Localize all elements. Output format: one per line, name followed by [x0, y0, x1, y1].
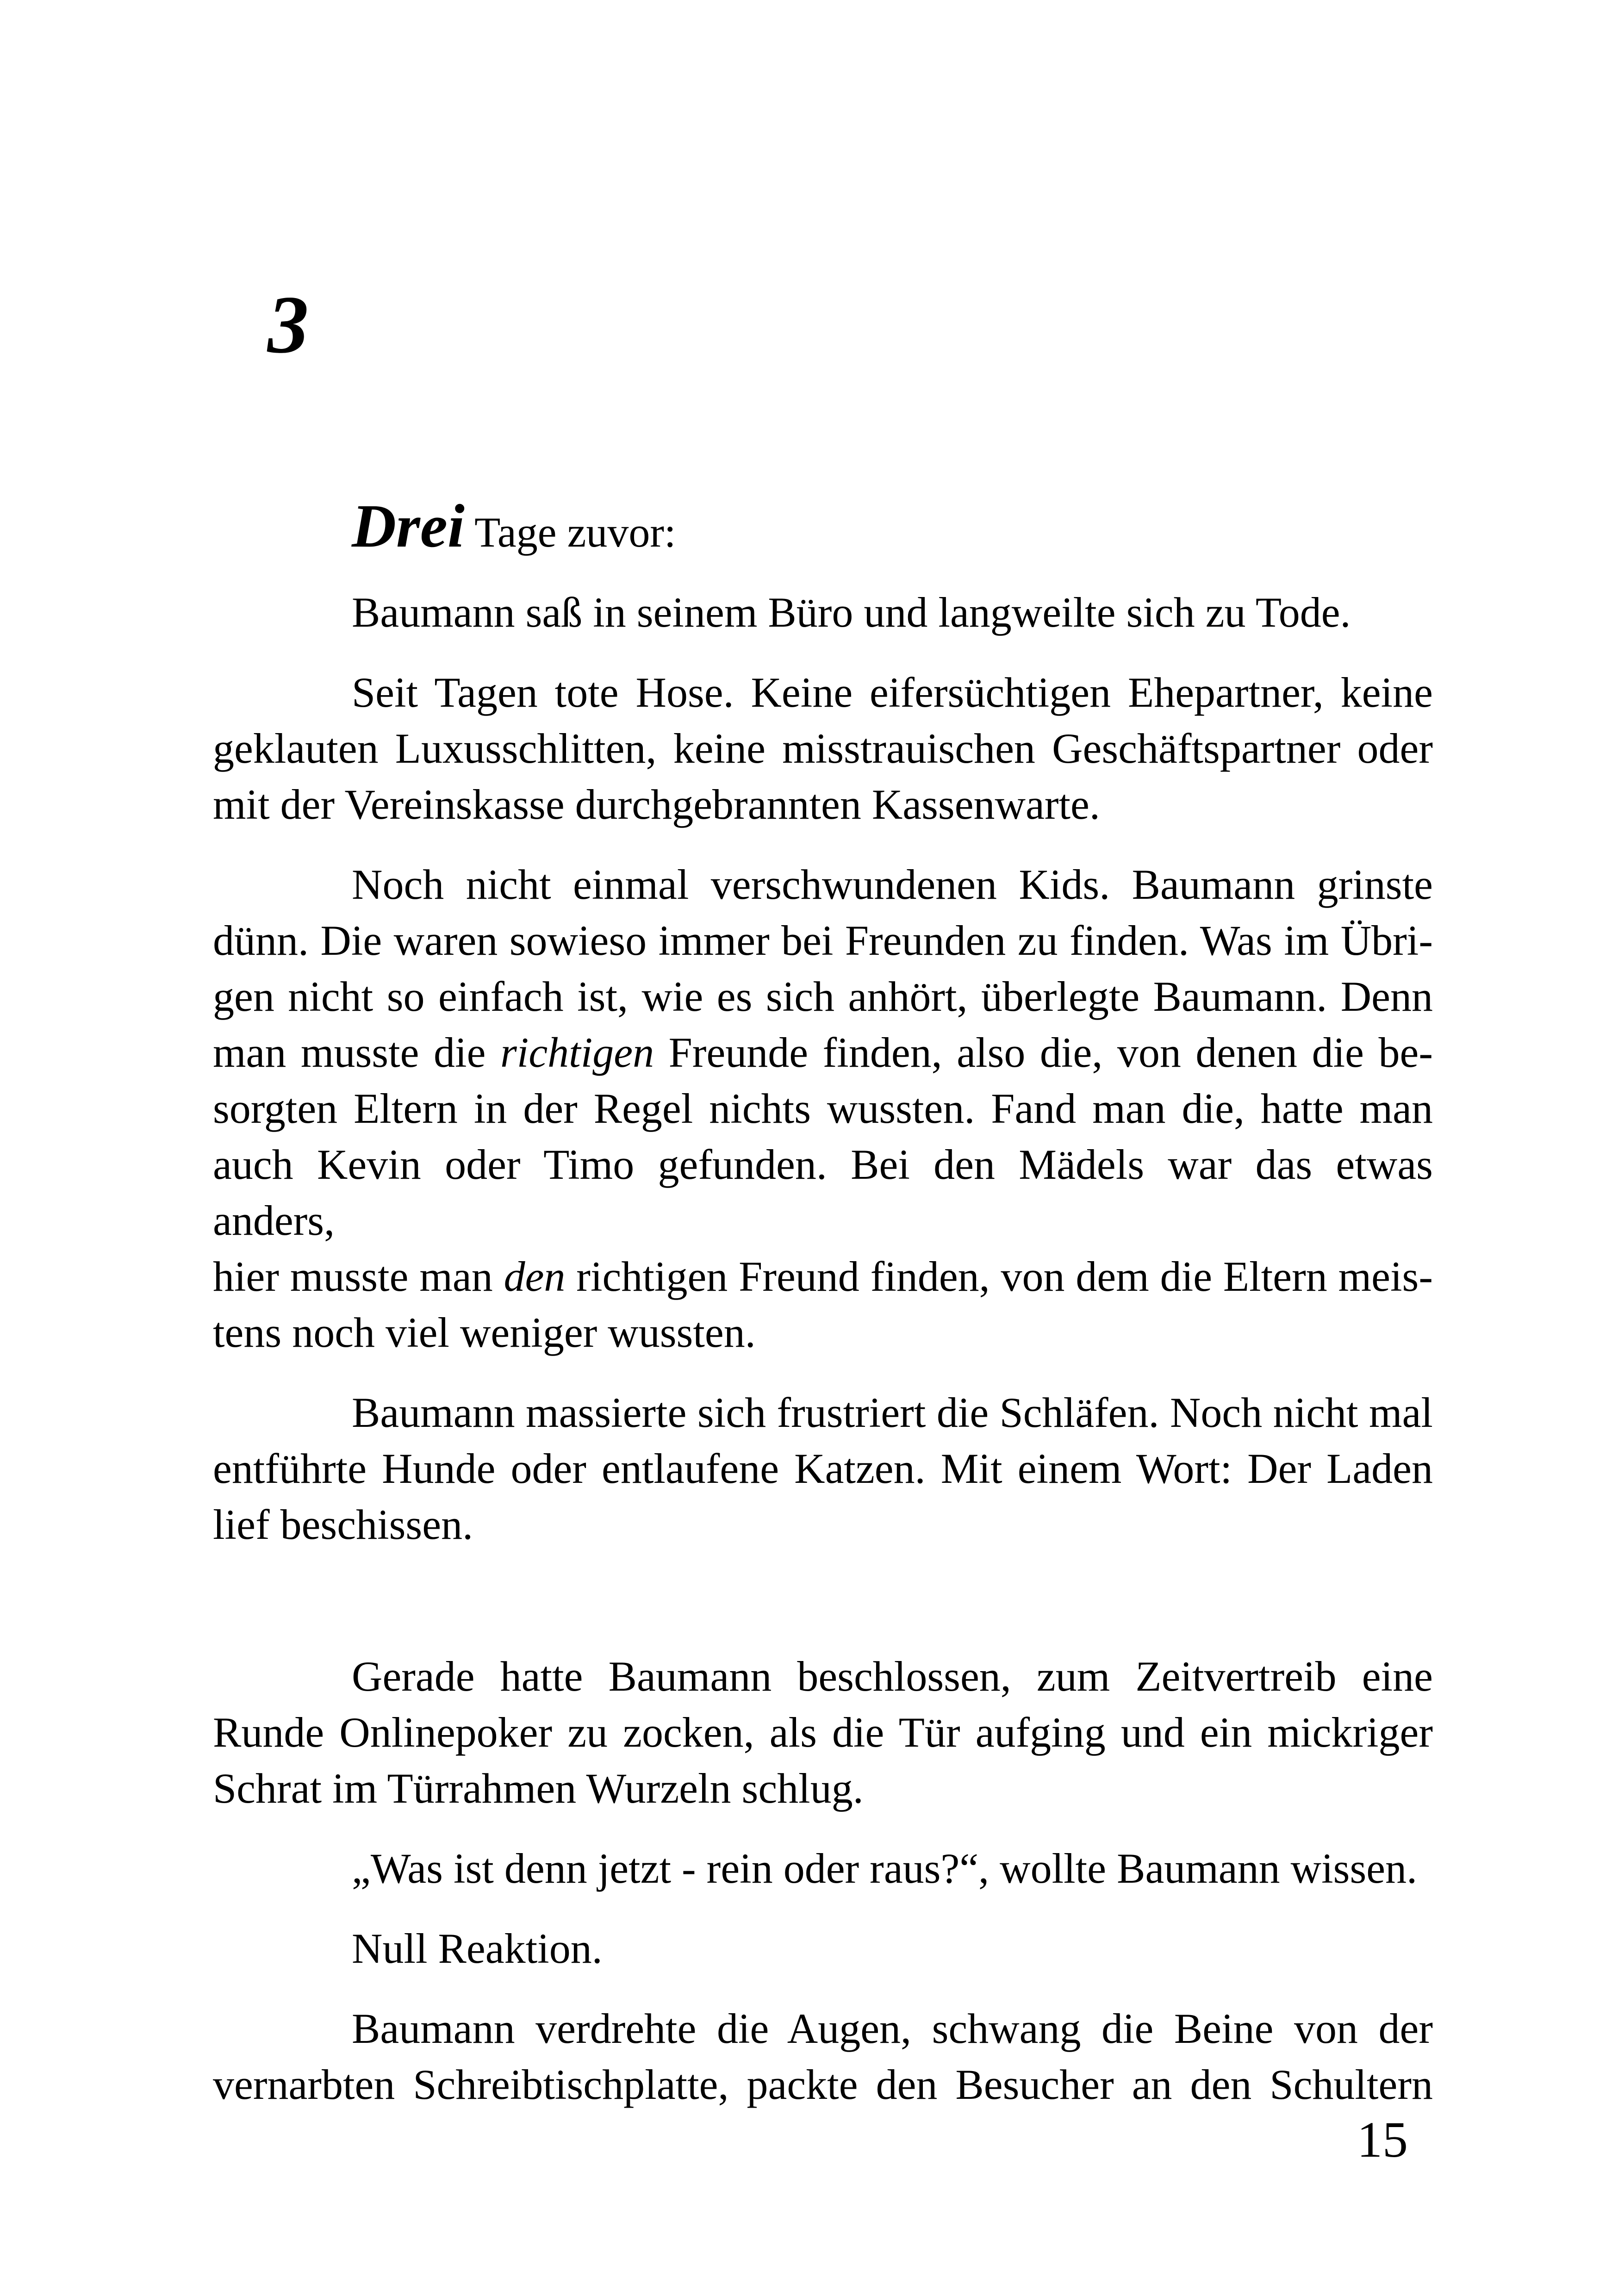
chapter-number: 3 [268, 279, 309, 370]
text-line: „Was ist denn jetzt - rein oder raus?“, wollte Baumann wissen. [352, 1845, 1418, 1892]
paragraph-4 [213, 1385, 1433, 1553]
text-line: Runde Onlinepoker zu zocken, als die Tür aufging und ein mickriger [213, 1709, 1433, 1756]
text-line: Baumann saß in seinem Büro und langweilte sich zu Tode. [352, 589, 1351, 636]
text-line: hier musste man den richtigen Freund finden, von dem die Eltern meis- [213, 1253, 1433, 1300]
text-line: auch Kevin oder Timo gefunden. Bei den Mädels war das etwas anders, [213, 1141, 1433, 1244]
text-line: dünn. Die waren sowieso immer bei Freunden zu finden. Was im Übri- [213, 917, 1433, 964]
scene-break [213, 1577, 1433, 1649]
lead-paragraph [213, 492, 1433, 560]
text-line: tens noch viel weniger wussten. [213, 1309, 756, 1356]
text-line: Baumann verdrehte die Augen, schwang die Beine von der [352, 2005, 1433, 2052]
paragraph-8 [213, 2001, 1433, 2113]
text-line: Null Reaktion. [352, 1925, 603, 1972]
text-line: Noch nicht einmal verschwundenen Kids. Baumann grinste [352, 861, 1433, 908]
lead-text: Tage zuvor: [464, 509, 676, 556]
emphasized-word: richtigen [500, 1029, 654, 1076]
text-line: sorgten Eltern in der Regel nichts wussten. Fand man die, hatte man [213, 1085, 1433, 1132]
emphasized-word: den [504, 1253, 566, 1300]
text-line: man musste die richtigen Freunde finden, also die, von denen die be- [213, 1029, 1433, 1076]
text-line: vernarbten Schreibtischplatte, packte den Besucher an den Schultern [213, 2061, 1433, 2108]
paragraph-1 [213, 585, 1433, 641]
lead-word: Drei [352, 492, 465, 560]
text-block [213, 279, 1433, 2137]
text-line: Schrat im Türrahmen Wurzeln schlug. [213, 1765, 864, 1812]
text-line: mit der Vereinskasse durchgebrannten Kassenwarte. [213, 781, 1100, 828]
paragraph-5 [213, 1649, 1433, 1817]
page-number: 15 [1357, 2111, 1408, 2168]
text-line: Seit Tagen tote Hose. Keine eifersüchtigen Ehepartner, keine [352, 669, 1433, 716]
paragraph-6 [213, 1841, 1433, 1897]
paragraph-3 [213, 857, 1433, 1361]
text-line: geklauten Luxusschlitten, keine misstrauischen Geschäftspartner oder [213, 725, 1433, 772]
text-line: lief beschissen. [213, 1501, 473, 1548]
text-line: gen nicht so einfach ist, wie es sich anhört, überlegte Baumann. Denn [213, 973, 1433, 1020]
text-line: Baumann massierte sich frustriert die Schläfen. Noch nicht mal [352, 1389, 1433, 1436]
text-line: entführte Hunde oder entlaufene Katzen. Mit einem Wort: Der Laden [213, 1445, 1433, 1492]
paragraph-7 [213, 1921, 1433, 1977]
paragraph-2 [213, 665, 1433, 833]
text-line: Gerade hatte Baumann beschlossen, zum Zeitvertreib eine [352, 1653, 1433, 1700]
